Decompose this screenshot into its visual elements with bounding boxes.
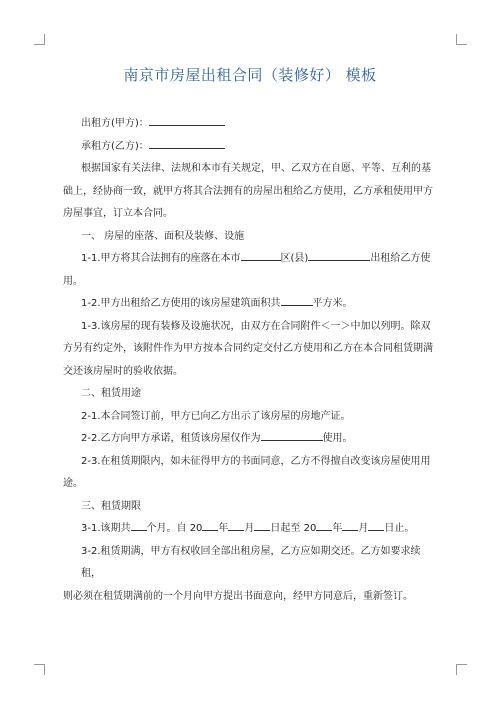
clause-1-3-line-2: 方另有约定外，该附件作为甲方按本合同约定交付乙方使用和乙方在本合同租赁期满 — [63, 343, 433, 354]
clause-1-2-text-b: 平方米。 — [312, 298, 353, 309]
clause-1-1-cont: 用。 — [63, 275, 83, 287]
clause-1-2-blank — [281, 294, 313, 306]
crop-mark-bottom-left — [34, 664, 45, 675]
lessee-blank — [149, 137, 225, 149]
document-title: 南京市房屋出租合同（装修好） 模板 — [123, 66, 377, 84]
clause-2-3-line-1: 2-3.在租赁期限内，如未征得甲方的书面同意，乙方不得擅自改变该房屋使用用 — [81, 455, 431, 467]
clause-3-1-text-f: 年 — [332, 523, 343, 534]
intro-line-3: 房屋事宜，订立本合同。 — [63, 208, 173, 219]
clause-1-2 — [63, 293, 439, 316]
clause-1-1 — [63, 248, 439, 271]
clause-3-1-blank-end-month — [342, 519, 358, 531]
clause-1-1-text-c: 出租给乙方使 — [370, 253, 431, 264]
clause-3-1 — [63, 518, 439, 541]
intro-line-1: 根据国家有关法律、法规和本市有关规定，甲、乙双方在自愿、平等、互利的基 — [81, 163, 431, 174]
clause-3-1-text-a: 3-1.该期共 — [81, 523, 131, 534]
crop-mark-top-left — [34, 34, 45, 45]
clause-3-1-blank-start-year — [202, 519, 218, 531]
clause-3-1-blank-months — [131, 519, 147, 531]
section-1-heading: 一、 房屋的座落、面积及装修、设施 — [81, 230, 245, 242]
clause-1-1-text-b: 区(县) — [280, 253, 309, 264]
section-2-heading: 二、租赁用途 — [81, 388, 141, 399]
clause-3-2-line-1: 3-2.租赁期满，甲方有权收回全部出租房屋，乙方应如期交还。乙方如要求续租， — [81, 545, 421, 579]
clause-3-1-blank-end-day — [368, 519, 384, 531]
clause-2-3-line-2: 途。 — [63, 478, 83, 489]
clause-3-1-blank-start-day — [254, 519, 270, 531]
lessor-line — [63, 113, 439, 136]
document-body — [63, 113, 439, 608]
clause-1-1-blank-2 — [308, 249, 370, 261]
clause-2-2-text-b: 使用。 — [322, 433, 353, 444]
clause-1-3-line-3: 交还该房屋时的验收依据。 — [63, 365, 183, 377]
section-3-heading: 三、租赁期限 — [81, 500, 141, 512]
crop-mark-bottom-right — [456, 664, 467, 675]
clause-3-1-text-c: 年 — [218, 523, 229, 534]
clause-3-1-text-h: 日止。 — [384, 523, 415, 534]
lessor-blank — [149, 114, 225, 126]
clause-3-1-text-b: 个月。自 20 — [146, 523, 203, 534]
clause-3-1-text-e: 日起至 20 — [270, 523, 317, 534]
clause-3-1-blank-end-year — [316, 519, 332, 531]
clause-3-1-blank-start-month — [228, 519, 244, 531]
clause-3-2-line-2: 则必须在租赁期满前的一个月向甲方提出书面意向，经甲方同意后，重新签订。 — [63, 590, 413, 602]
lessee-line — [63, 136, 439, 159]
intro-line-2: 础上，经协商一致，就甲方将其合法拥有的房屋出租给乙方使用，乙方承租使用甲方 — [63, 185, 433, 197]
clause-2-2 — [63, 428, 439, 451]
lessee-label: 承租方(乙方)： — [81, 140, 149, 152]
clause-3-1-text-g: 月 — [358, 523, 369, 534]
clause-2-2-text-a: 2-2.乙方向甲方承诺，租赁该房屋仅作为 — [81, 433, 261, 444]
clause-1-3-line-1: 1-3.该房屋的现有装修及设施状况，由双方在合同附件＜一＞中加以列明。除双 — [81, 320, 431, 332]
clause-2-1: 2-1.本合同签订前，甲方已向乙方出示了该房屋的房地产证。 — [81, 410, 351, 422]
clause-1-1-text-a: 1-1.甲方将其合法拥有的座落在本市 — [81, 253, 241, 264]
lessor-label: 出租方(甲方)： — [81, 118, 149, 129]
clause-3-1-text-d: 月 — [244, 523, 255, 534]
clause-1-2-text-a: 1-2.甲方出租给乙方使用的该房屋建筑面积共 — [81, 298, 281, 309]
crop-mark-top-right — [456, 34, 467, 45]
clause-2-2-blank — [261, 429, 323, 441]
clause-1-1-blank-1 — [241, 249, 281, 261]
